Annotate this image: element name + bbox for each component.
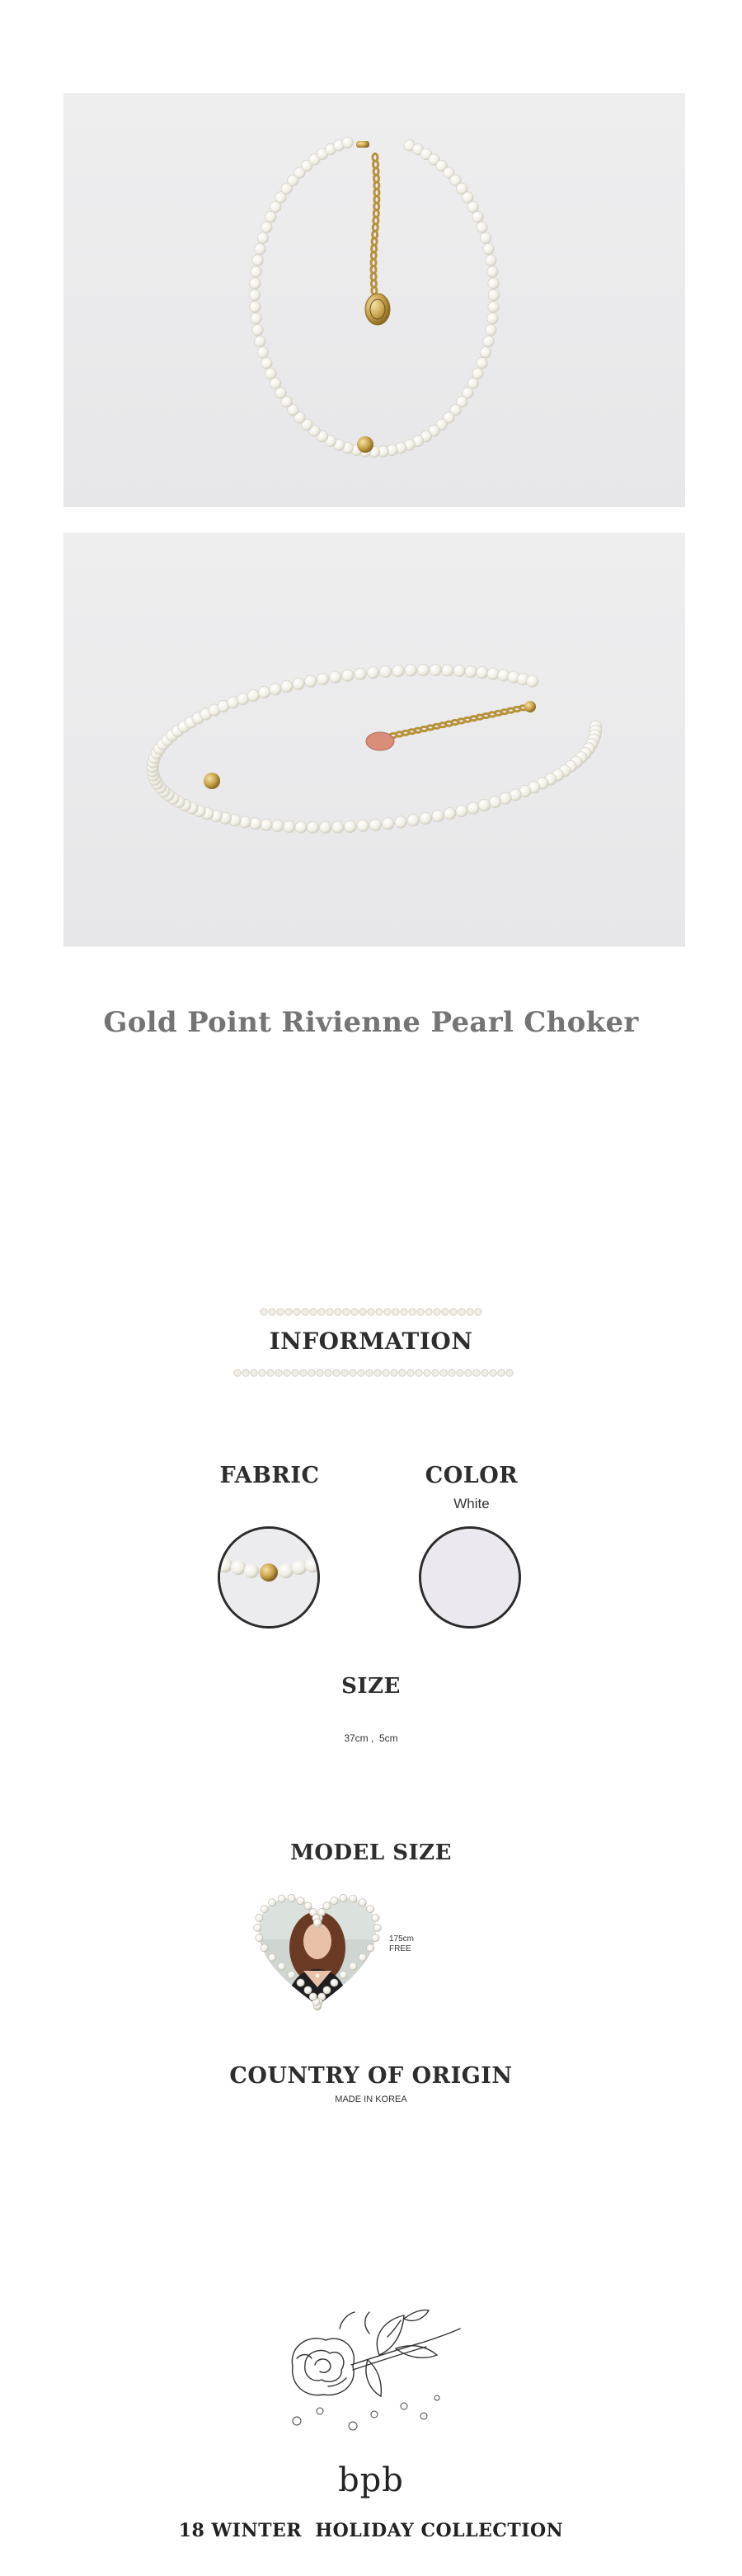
pearl-bead [350,1370,356,1376]
pearl-bead [256,1914,263,1921]
pearl-bead [420,812,431,824]
pearl-bead [401,1309,407,1315]
pearl-bead [304,1986,312,1994]
pearl-bead [355,668,366,679]
pearl-bead [467,201,479,213]
pearl-bead [453,665,465,676]
pearl-bead [487,668,499,679]
pearl-bead [372,1914,379,1921]
pearl-bead [367,667,378,679]
pearl-bead [304,1902,312,1910]
pearl-bead [284,1370,290,1376]
pearl-bead [285,1309,292,1315]
country-of-origin-label: COUNTRY OF ORIGIN [229,2063,513,2089]
pearl-bead [278,1963,285,1970]
pearl-bead [374,1370,381,1376]
pearl-bead [440,1370,447,1376]
pearl-bead [472,368,484,379]
pearl-bead [405,665,416,676]
pearl-bead [483,336,495,347]
pearl-bead [486,255,497,266]
pearl-bead [261,358,273,369]
pearl-bead [261,1906,268,1913]
pearl-bead [269,1953,276,1961]
pearl-bead [247,689,259,701]
pearl-bead [275,1370,282,1376]
pearl-bead [251,1370,257,1376]
pearl-bead [343,1309,350,1315]
pearl-bead [342,670,354,681]
rose-line-drawing [272,2301,470,2441]
pearl-bead [297,1979,304,1986]
pearl-bead [333,1370,340,1376]
pearl-bead [465,1370,472,1376]
pearl-bead [305,675,317,687]
product-photo-top-view [63,93,685,507]
pearl-bead [372,1934,379,1942]
pearl-bead [407,815,419,826]
model-heart-photo [252,1890,383,2014]
pearl-bead [278,1895,285,1902]
pearl-bead [487,266,499,278]
fabric-swatch [218,1526,320,1629]
pearl-bead [340,1894,347,1901]
pearl-bead [270,378,281,389]
pearl-bead [472,211,484,223]
pearl-bead [417,664,429,675]
pearl-bead [380,665,392,677]
pearl-bead [297,1897,304,1905]
color-value: White [453,1496,490,1511]
pearl-bead [331,1897,338,1905]
pearl-strand-decoration-top [0,1304,742,1319]
pearl-bead [295,821,307,833]
pearl-bead [456,805,467,816]
pearl-bead [488,301,500,313]
pearl-bead [259,1370,265,1376]
pearl-bead [450,1309,457,1315]
pearl-bead [251,313,262,325]
pearl-bead [323,1986,331,1994]
pearl-bead [341,1370,348,1376]
pearl-bead [392,1309,399,1315]
pearl-bead [368,1309,374,1315]
pearl-bead [265,211,277,223]
pearl-bead [300,1370,307,1376]
product-photo-angled-view [63,533,685,947]
pearl-bead [326,1309,333,1315]
country-of-origin-value: MADE IN KOREA [335,2094,407,2104]
pearl-bead [477,222,488,233]
pearl-bead [350,1895,357,1902]
pearl-bead [458,1309,465,1315]
product-title: Gold Point Rivienne Pearl Choker [103,1006,639,1039]
pearl-bead [281,680,293,692]
pearl-bead [467,802,479,814]
size-label: SIZE [341,1674,401,1699]
pearl-bead [407,1370,414,1376]
pearl-bead [383,818,394,830]
pearl-bead [359,1899,366,1906]
pearl-bead [269,1309,275,1315]
pearl-bead [257,233,269,244]
pearl-bead [255,243,266,255]
pearl-bead [490,1370,496,1376]
pearl-bead [442,1309,448,1315]
pearl-bead [317,1370,323,1376]
pearl-bead [318,1309,325,1315]
pearl-bead [432,1370,439,1376]
pearl-bead [442,665,453,676]
pearl-bead [467,1309,473,1315]
pearl-bead [310,1309,317,1315]
pearl-bead [257,347,269,359]
pearl-bead [325,1370,331,1376]
pearl-bead [395,816,406,828]
pearl-bead [267,1370,274,1376]
pearl-bead [489,796,500,807]
pearl-bead [292,1370,298,1376]
pearl-bead [478,799,490,811]
pearl-bead [506,1370,513,1376]
pearl-bead [359,1953,366,1961]
pearl-bead [332,821,344,833]
pearl-bead [309,1993,317,2000]
pearl-bead [457,1370,463,1376]
fabric-label: FABRIC [219,1463,320,1488]
pearl-bead [486,325,497,336]
pearl-bead [308,1370,315,1376]
pearl-bead [251,266,262,278]
pearl-bead [318,1908,326,1916]
model-size-label: MODEL SIZE [290,1840,452,1865]
model-height: 175cm [389,1934,415,1944]
pearl-bead [331,1979,338,1986]
pearl-closeup-illustration [220,1529,317,1626]
pearl-bead [465,665,477,677]
pearl-bead [317,673,328,684]
pearl-bead [256,1934,263,1942]
pearl-bead [319,821,331,833]
pearl-bead [277,1309,284,1315]
pearl-bead [488,289,500,301]
pearl-bead [261,1944,268,1952]
pearl-bead [323,1902,331,1910]
pearl-bead [384,1309,391,1315]
pearl-bead [480,233,491,244]
pearl-bead [417,1309,424,1315]
pearl-bead [399,1370,406,1376]
pearl-bead [288,1971,295,1978]
pearl-bead [488,278,500,289]
brand-logo: bpb [338,2461,404,2499]
pearl-bead [434,1309,440,1315]
pearl-bead [527,675,538,687]
pearl-bead [498,1370,505,1376]
color-swatch [419,1526,521,1629]
pearl-bead [366,1370,373,1376]
pearl-bead [258,686,270,698]
pearl-bead [308,821,319,833]
pearl-bead [250,818,261,830]
pearl-bead [430,664,441,675]
pearl-bead [500,792,511,804]
pearl-bead [351,1309,358,1315]
pearl-bead [432,811,444,822]
pearl-bead [475,1309,481,1315]
pearl-bead [477,358,488,369]
pearl-strand-decoration-bottom [0,1366,742,1380]
pearl-bead [255,336,266,347]
pearl-bead [261,819,272,830]
color-label: COLOR [425,1463,519,1488]
pearl-bead [409,1309,416,1315]
pearl-bead [342,137,354,148]
pearl-bead [313,1919,321,1926]
pearl-bead [425,1309,432,1315]
pearl-necklace-angled-view-illustration [63,533,685,947]
pearl-bead [249,289,261,301]
pearl-bead [481,1370,488,1376]
pearl-bead [373,1924,381,1931]
pearl-bead [265,368,277,379]
pearl-bead [340,1971,347,1978]
pearl-bead [392,665,404,676]
pearl-bead [391,1370,397,1376]
pearl-bead [272,820,284,831]
pearl-bead [261,1309,267,1315]
pearl-bead [254,1924,261,1931]
collection-name: 18 WINTER HOLIDAY COLLECTION [178,2520,564,2541]
pearl-bead [376,1309,383,1315]
pearl-bead [477,667,488,679]
pearl-bead [357,820,369,831]
pearl-bead [288,1894,295,1901]
pearl-bead [424,1370,430,1376]
pearl-bead [269,1899,276,1906]
pearl-bead [367,1944,374,1952]
pearl-bead [234,1370,241,1376]
heart-frame-illustration [252,1890,383,2014]
pearl-bead [250,278,261,289]
white-color-fill [421,1529,519,1626]
pearl-bead [358,1370,364,1376]
model-size-value: FREE [389,1944,411,1953]
pearl-bead [367,1906,374,1913]
pearl-bead [480,347,491,359]
pearl-bead [250,301,261,313]
pearl-bead [444,808,456,820]
pearl-bead [416,1370,422,1376]
pearl-bead [293,678,304,689]
pearl-bead [335,1309,341,1315]
pearl-bead [261,222,273,233]
pearl-bead [302,1309,308,1315]
pearl-bead [284,820,295,832]
pearl-bead [294,1309,300,1315]
pearl-bead [330,671,341,683]
pearl-bead [252,325,264,336]
information-heading: INFORMATION [269,1328,473,1355]
pearl-bead [487,313,499,325]
pearl-bead [345,820,356,832]
rose-illustration [272,2301,470,2441]
pearl-bead [270,684,281,695]
pearl-bead [383,1370,389,1376]
pearl-bead [252,255,264,266]
pearl-bead [483,243,495,255]
pearl-bead [359,1309,366,1315]
pearl-bead [242,1370,249,1376]
pearl-bead [369,819,381,830]
pearl-bead [350,1963,357,1970]
pearl-bead [448,1370,455,1376]
pearl-bead [473,1370,480,1376]
pearl-necklace-top-view-illustration [63,93,685,507]
size-value: 37cm , 5cm [344,1732,398,1744]
pearl-bead [237,693,249,705]
